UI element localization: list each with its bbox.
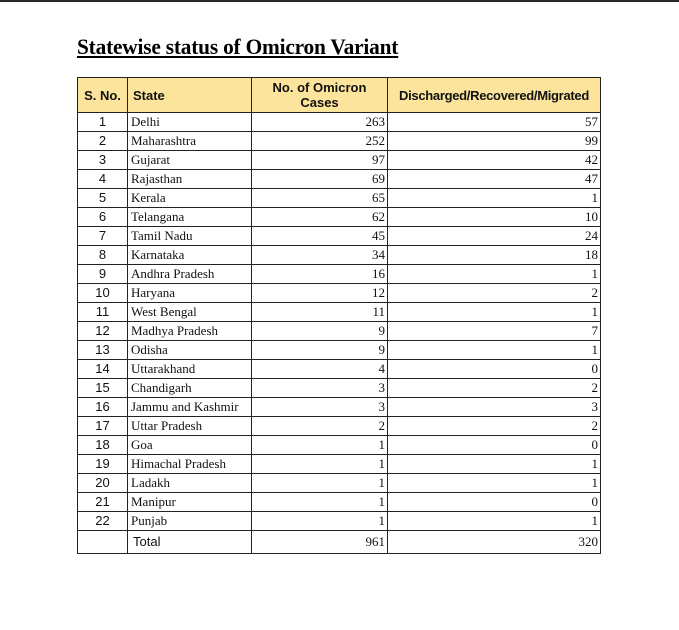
total-discharged: 320 [388,531,601,554]
table-row [78,398,601,417]
cell-state: Tamil Nadu [128,227,252,246]
top-border-line [0,0,679,2]
cell-sno: 18 [78,436,128,455]
header-sno: S. No. [78,78,128,113]
cell-discharged: 2 [388,379,601,398]
cell-sno: 16 [78,398,128,417]
omicron-status-table [77,77,601,554]
cell-state: Ladakh [128,474,252,493]
cell-discharged: 0 [388,436,601,455]
cell-sno: 10 [78,284,128,303]
header-state: State [128,78,252,113]
header-cases: No. of Omicron Cases [252,78,388,113]
cell-state: Goa [128,436,252,455]
cell-discharged: 1 [388,474,601,493]
cell-cases: 263 [252,113,388,132]
cell-cases: 1 [252,436,388,455]
total-cases: 961 [252,531,388,554]
cell-discharged: 47 [388,170,601,189]
table-row [78,474,601,493]
table-row [78,265,601,284]
page-title: Statewise status of Omicron Variant [77,34,399,59]
cell-discharged: 24 [388,227,601,246]
cell-state: Kerala [128,189,252,208]
cell-discharged: 1 [388,512,601,531]
cell-sno: 11 [78,303,128,322]
table-row [78,208,601,227]
cell-sno: 4 [78,170,128,189]
cell-sno: 2 [78,132,128,151]
cell-sno: 3 [78,151,128,170]
cell-discharged: 2 [388,417,601,436]
cell-discharged: 1 [388,303,601,322]
cell-cases: 34 [252,246,388,265]
cell-sno: 6 [78,208,128,227]
cell-state: Maharashtra [128,132,252,151]
cell-discharged: 57 [388,113,601,132]
cell-cases: 3 [252,398,388,417]
cell-discharged: 1 [388,341,601,360]
cell-state: Andhra Pradesh [128,265,252,284]
cell-sno: 22 [78,512,128,531]
cell-sno: 1 [78,113,128,132]
cell-cases: 9 [252,341,388,360]
cell-sno: 8 [78,246,128,265]
cell-discharged: 7 [388,322,601,341]
cell-cases: 11 [252,303,388,322]
cell-state: Delhi [128,113,252,132]
total-row [78,531,601,554]
cell-cases: 2 [252,417,388,436]
cell-state: West Bengal [128,303,252,322]
cell-sno: 14 [78,360,128,379]
cell-state: Himachal Pradesh [128,455,252,474]
cell-state: Haryana [128,284,252,303]
cell-state: Telangana [128,208,252,227]
cell-discharged: 1 [388,265,601,284]
table-body [78,113,601,554]
cell-state: Chandigarh [128,379,252,398]
cell-cases: 45 [252,227,388,246]
cell-state: Gujarat [128,151,252,170]
cell-state: Uttar Pradesh [128,417,252,436]
cell-sno: 9 [78,265,128,284]
cell-sno: 12 [78,322,128,341]
table-row [78,360,601,379]
cell-sno: 5 [78,189,128,208]
table-row [78,379,601,398]
table-header-row [78,78,601,113]
cell-state: Punjab [128,512,252,531]
cell-discharged: 0 [388,493,601,512]
cell-discharged: 2 [388,284,601,303]
table-row [78,189,601,208]
cell-cases: 69 [252,170,388,189]
cell-discharged: 0 [388,360,601,379]
cell-cases: 3 [252,379,388,398]
cell-sno: 15 [78,379,128,398]
cell-cases: 62 [252,208,388,227]
table-row [78,132,601,151]
header-discharged: Discharged/Recovered/Migrated [388,78,601,113]
cell-discharged: 99 [388,132,601,151]
cell-cases: 1 [252,512,388,531]
cell-discharged: 10 [388,208,601,227]
table-row [78,303,601,322]
cell-cases: 16 [252,265,388,284]
cell-discharged: 1 [388,189,601,208]
table-row [78,246,601,265]
cell-cases: 1 [252,493,388,512]
table-row [78,417,601,436]
cell-discharged: 3 [388,398,601,417]
table-row [78,341,601,360]
table-row [78,512,601,531]
cell-state: Uttarakhand [128,360,252,379]
cell-sno: 21 [78,493,128,512]
table-row [78,493,601,512]
table-row [78,284,601,303]
total-label: Total [128,531,252,554]
cell-state: Jammu and Kashmir [128,398,252,417]
cell-discharged: 42 [388,151,601,170]
cell-cases: 1 [252,455,388,474]
cell-cases: 1 [252,474,388,493]
table-row [78,170,601,189]
cell-state: Rajasthan [128,170,252,189]
cell-sno: 7 [78,227,128,246]
table-row [78,436,601,455]
cell-sno: 17 [78,417,128,436]
cell-cases: 9 [252,322,388,341]
cell-cases: 12 [252,284,388,303]
cell-state: Madhya Pradesh [128,322,252,341]
cell-discharged: 18 [388,246,601,265]
cell-cases: 252 [252,132,388,151]
table-row [78,322,601,341]
cell-sno: 20 [78,474,128,493]
cell-state: Karnataka [128,246,252,265]
cell-cases: 97 [252,151,388,170]
table-row [78,455,601,474]
cell-state: Manipur [128,493,252,512]
table-row [78,227,601,246]
cell-discharged: 1 [388,455,601,474]
cell-sno: 19 [78,455,128,474]
table-row [78,113,601,132]
cell-state: Odisha [128,341,252,360]
table-row [78,151,601,170]
cell-sno: 13 [78,341,128,360]
cell-cases: 65 [252,189,388,208]
total-sno-empty [78,531,128,554]
cell-cases: 4 [252,360,388,379]
